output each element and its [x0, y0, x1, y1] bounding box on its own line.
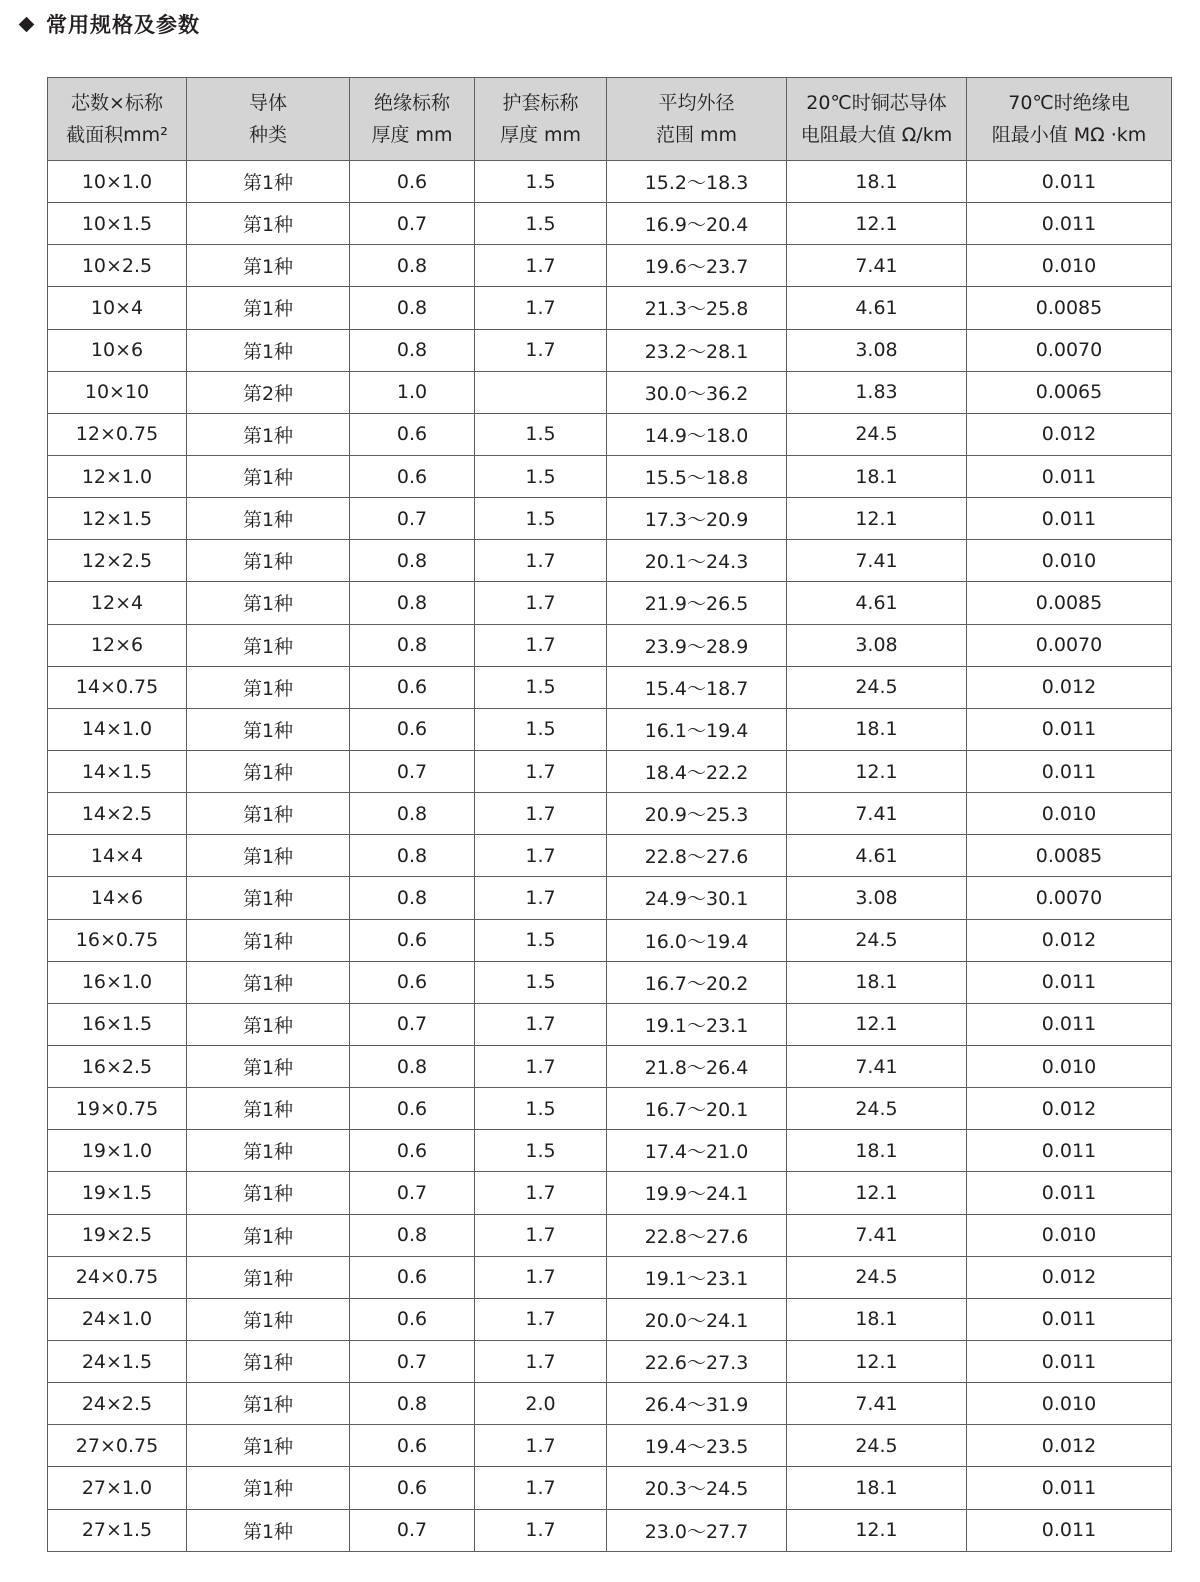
table-row: [48, 329, 1172, 371]
cell-outer-diameter: 20.9～25.3: [607, 793, 787, 835]
table-row: [48, 1003, 1172, 1045]
cell-insulation-thickness: 0.8: [350, 1383, 475, 1425]
header-line: 阻最小值 MΩ ·km: [991, 124, 1147, 146]
cell-outer-diameter: 21.3～25.8: [607, 287, 787, 329]
cell-outer-diameter: 19.9～24.1: [607, 1172, 787, 1214]
section-title-text: 常用规格及参数: [46, 13, 200, 37]
cell-conductor-resistance: 24.5: [787, 666, 967, 708]
cell-outer-diameter: 19.1～23.1: [607, 1256, 787, 1298]
header-line: 种类: [248, 124, 287, 146]
spec-table: [47, 77, 1172, 1552]
cell-insulation-thickness: 0.7: [350, 498, 475, 540]
cell-core-section: 16×1.0: [48, 961, 187, 1003]
cell-outer-diameter: 23.9～28.9: [607, 624, 787, 666]
cell-outer-diameter: 24.9～30.1: [607, 877, 787, 919]
cell-sheath-thickness: 1.7: [475, 329, 607, 371]
cell-conductor-type: 第1种: [187, 455, 350, 497]
cell-core-section: 10×2.5: [48, 245, 187, 287]
cell-conductor-resistance: 1.83: [787, 371, 967, 413]
cell-sheath-thickness: 1.5: [475, 666, 607, 708]
cell-outer-diameter: 15.5～18.8: [607, 455, 787, 497]
cell-outer-diameter: 21.9～26.5: [607, 582, 787, 624]
table-row: [48, 1467, 1172, 1509]
cell-sheath-thickness: 1.7: [475, 1045, 607, 1087]
cell-insulation-thickness: 0.7: [350, 750, 475, 792]
cell-insulation-thickness: 0.7: [350, 1172, 475, 1214]
cell-insulation-thickness: 0.7: [350, 203, 475, 245]
cell-outer-diameter: 23.2～28.1: [607, 329, 787, 371]
cell-conductor-resistance: 24.5: [787, 1425, 967, 1467]
cell-sheath-thickness: 1.7: [475, 1003, 607, 1045]
cell-conductor-resistance: 12.1: [787, 1340, 967, 1382]
cell-sheath-thickness: 1.7: [475, 877, 607, 919]
cell-insulation-thickness: 0.8: [350, 1214, 475, 1256]
cell-core-section: 12×2.5: [48, 540, 187, 582]
cell-sheath-thickness: 1.5: [475, 498, 607, 540]
table-row: [48, 1130, 1172, 1172]
cell-conductor-resistance: 3.08: [787, 877, 967, 919]
cell-conductor-resistance: 12.1: [787, 203, 967, 245]
cell-insulation-thickness: 0.6: [350, 1088, 475, 1130]
cell-conductor-type: 第1种: [187, 1467, 350, 1509]
cell-core-section: 24×1.5: [48, 1340, 187, 1382]
cell-conductor-type: 第1种: [187, 1003, 350, 1045]
cell-sheath-thickness: 1.7: [475, 582, 607, 624]
cell-insulation-resistance: 0.0070: [967, 877, 1172, 919]
cell-conductor-resistance: 12.1: [787, 1172, 967, 1214]
cell-conductor-resistance: 4.61: [787, 287, 967, 329]
cell-conductor-type: 第1种: [187, 329, 350, 371]
cell-conductor-type: 第1种: [187, 540, 350, 582]
cell-sheath-thickness: [475, 371, 607, 413]
cell-conductor-resistance: 7.41: [787, 540, 967, 582]
header-line: 厚度 mm: [371, 124, 453, 146]
cell-conductor-resistance: 12.1: [787, 1509, 967, 1551]
cell-outer-diameter: 22.8～27.6: [607, 1214, 787, 1256]
cell-conductor-type: 第1种: [187, 961, 350, 1003]
table-row: [48, 540, 1172, 582]
cell-insulation-thickness: 1.0: [350, 371, 475, 413]
table-row: [48, 1256, 1172, 1298]
table-row: [48, 371, 1172, 413]
cell-conductor-type: 第1种: [187, 1130, 350, 1172]
cell-insulation-thickness: 0.8: [350, 793, 475, 835]
cell-sheath-thickness: 1.5: [475, 961, 607, 1003]
cell-conductor-resistance: 12.1: [787, 498, 967, 540]
cell-insulation-resistance: 0.010: [967, 1045, 1172, 1087]
header-line: 70℃时绝缘电: [1008, 92, 1130, 114]
table-row: [48, 624, 1172, 666]
cell-outer-diameter: 20.3～24.5: [607, 1467, 787, 1509]
cell-conductor-resistance: 7.41: [787, 1214, 967, 1256]
cell-core-section: 12×0.75: [48, 413, 187, 455]
table-header: [48, 78, 1172, 161]
cell-conductor-resistance: 4.61: [787, 835, 967, 877]
cell-conductor-type: 第1种: [187, 835, 350, 877]
cell-outer-diameter: 22.8～27.6: [607, 835, 787, 877]
cell-conductor-resistance: 18.1: [787, 1298, 967, 1340]
cell-core-section: 27×1.5: [48, 1509, 187, 1551]
cell-conductor-type: 第1种: [187, 245, 350, 287]
cell-core-section: 12×6: [48, 624, 187, 666]
header-insulation-thickness: [350, 78, 475, 161]
header-outer-diameter: [607, 78, 787, 161]
cell-core-section: 19×1.0: [48, 1130, 187, 1172]
cell-insulation-thickness: 0.6: [350, 666, 475, 708]
cell-outer-diameter: 19.4～23.5: [607, 1425, 787, 1467]
cell-core-section: 14×6: [48, 877, 187, 919]
cell-insulation-thickness: 0.6: [350, 455, 475, 497]
cell-sheath-thickness: 1.7: [475, 1172, 607, 1214]
header-line: 平均外径: [658, 92, 735, 114]
cell-conductor-type: 第1种: [187, 624, 350, 666]
cell-insulation-resistance: 0.012: [967, 1088, 1172, 1130]
cell-outer-diameter: 18.4～22.2: [607, 750, 787, 792]
cell-outer-diameter: 16.9～20.4: [607, 203, 787, 245]
cell-insulation-resistance: 0.0085: [967, 835, 1172, 877]
cell-insulation-resistance: 0.012: [967, 1256, 1172, 1298]
cell-conductor-resistance: 18.1: [787, 961, 967, 1003]
cell-outer-diameter: 19.6～23.7: [607, 245, 787, 287]
table-row: [48, 455, 1172, 497]
cell-insulation-resistance: 0.011: [967, 498, 1172, 540]
cell-conductor-resistance: 24.5: [787, 413, 967, 455]
cell-insulation-resistance: 0.0085: [967, 287, 1172, 329]
table-row: [48, 1425, 1172, 1467]
table-row: [48, 245, 1172, 287]
header-line: 护套标称: [502, 92, 579, 114]
cell-conductor-resistance: 7.41: [787, 1045, 967, 1087]
cell-core-section: 19×2.5: [48, 1214, 187, 1256]
header-line: 导体: [248, 92, 287, 114]
cell-sheath-thickness: 1.7: [475, 1298, 607, 1340]
cell-core-section: 27×0.75: [48, 1425, 187, 1467]
cell-conductor-type: 第1种: [187, 1214, 350, 1256]
cell-core-section: 27×1.0: [48, 1467, 187, 1509]
table-body: [48, 161, 1172, 1552]
cell-insulation-thickness: 0.8: [350, 624, 475, 666]
cell-insulation-thickness: 0.6: [350, 161, 475, 203]
cell-conductor-type: 第1种: [187, 919, 350, 961]
section-title: [18, 8, 200, 40]
cell-outer-diameter: 17.3～20.9: [607, 498, 787, 540]
cell-conductor-type: 第1种: [187, 1256, 350, 1298]
cell-outer-diameter: 20.0～24.1: [607, 1298, 787, 1340]
cell-outer-diameter: 21.8～26.4: [607, 1045, 787, 1087]
cell-insulation-resistance: 0.010: [967, 1383, 1172, 1425]
cell-conductor-type: 第1种: [187, 203, 350, 245]
cell-conductor-type: 第1种: [187, 1088, 350, 1130]
cell-insulation-resistance: 0.0065: [967, 371, 1172, 413]
cell-sheath-thickness: 1.5: [475, 203, 607, 245]
cell-conductor-type: 第1种: [187, 1340, 350, 1382]
cell-core-section: 24×2.5: [48, 1383, 187, 1425]
cell-conductor-resistance: 7.41: [787, 793, 967, 835]
cell-conductor-resistance: 24.5: [787, 919, 967, 961]
diamond-bullet-icon: [19, 16, 35, 32]
cell-conductor-resistance: 18.1: [787, 708, 967, 750]
cell-sheath-thickness: 1.5: [475, 161, 607, 203]
cell-insulation-thickness: 0.6: [350, 961, 475, 1003]
cell-insulation-resistance: 0.011: [967, 1298, 1172, 1340]
cell-insulation-resistance: 0.011: [967, 961, 1172, 1003]
table-row: [48, 413, 1172, 455]
cell-insulation-resistance: 0.011: [967, 1467, 1172, 1509]
cell-sheath-thickness: 1.7: [475, 1340, 607, 1382]
table-row: [48, 835, 1172, 877]
cell-insulation-thickness: 0.6: [350, 1425, 475, 1467]
cell-sheath-thickness: 1.7: [475, 540, 607, 582]
cell-conductor-type: 第1种: [187, 1298, 350, 1340]
table-row: [48, 498, 1172, 540]
header-line: 范围 mm: [655, 124, 738, 146]
table-row: [48, 1298, 1172, 1340]
cell-insulation-resistance: 0.0085: [967, 582, 1172, 624]
cell-conductor-type: 第1种: [187, 1172, 350, 1214]
cell-sheath-thickness: 1.7: [475, 1256, 607, 1298]
cell-conductor-type: 第1种: [187, 161, 350, 203]
cell-conductor-resistance: 24.5: [787, 1256, 967, 1298]
table-row: [48, 919, 1172, 961]
cell-insulation-thickness: 0.6: [350, 1130, 475, 1172]
table-row: [48, 750, 1172, 792]
cell-sheath-thickness: 1.7: [475, 835, 607, 877]
cell-sheath-thickness: 1.7: [475, 750, 607, 792]
cell-conductor-resistance: 3.08: [787, 329, 967, 371]
cell-sheath-thickness: 1.7: [475, 624, 607, 666]
cell-sheath-thickness: 1.7: [475, 1509, 607, 1551]
cell-insulation-resistance: 0.011: [967, 750, 1172, 792]
cell-insulation-resistance: 0.011: [967, 161, 1172, 203]
cell-sheath-thickness: 1.5: [475, 708, 607, 750]
cell-sheath-thickness: 1.7: [475, 1467, 607, 1509]
header-line: 绝缘标称: [373, 92, 450, 114]
header-line: 20℃时铜芯导体: [806, 92, 947, 114]
cell-outer-diameter: 16.0～19.4: [607, 919, 787, 961]
cell-insulation-thickness: 0.6: [350, 708, 475, 750]
cell-conductor-type: 第1种: [187, 1045, 350, 1087]
cell-insulation-thickness: 0.6: [350, 1467, 475, 1509]
cell-sheath-thickness: 1.5: [475, 1088, 607, 1130]
header-sheath-thickness: [475, 78, 607, 161]
cell-outer-diameter: 23.0～27.7: [607, 1509, 787, 1551]
cell-insulation-resistance: 0.011: [967, 1340, 1172, 1382]
table-row: [48, 287, 1172, 329]
cell-insulation-thickness: 0.8: [350, 540, 475, 582]
table-row: [48, 877, 1172, 919]
table-row: [48, 793, 1172, 835]
cell-insulation-thickness: 0.8: [350, 245, 475, 287]
cell-conductor-resistance: 7.41: [787, 245, 967, 287]
cell-insulation-thickness: 0.6: [350, 1256, 475, 1298]
cell-conductor-type: 第1种: [187, 793, 350, 835]
cell-sheath-thickness: 1.7: [475, 793, 607, 835]
cell-outer-diameter: 14.9～18.0: [607, 413, 787, 455]
cell-conductor-resistance: 18.1: [787, 455, 967, 497]
cell-conductor-type: 第1种: [187, 498, 350, 540]
cell-core-section: 12×1.0: [48, 455, 187, 497]
cell-insulation-thickness: 0.7: [350, 1340, 475, 1382]
table-row: [48, 708, 1172, 750]
cell-outer-diameter: 15.4～18.7: [607, 666, 787, 708]
table-row: [48, 1172, 1172, 1214]
cell-insulation-resistance: 0.010: [967, 540, 1172, 582]
header-line: 芯数×标称: [71, 92, 163, 114]
header-core-section: [48, 78, 187, 161]
table-row: [48, 582, 1172, 624]
cell-sheath-thickness: 1.5: [475, 1130, 607, 1172]
table-row: [48, 1045, 1172, 1087]
cell-conductor-type: 第1种: [187, 1383, 350, 1425]
cell-conductor-resistance: 12.1: [787, 1003, 967, 1045]
cell-insulation-resistance: 0.012: [967, 666, 1172, 708]
cell-insulation-resistance: 0.0070: [967, 624, 1172, 666]
cell-insulation-thickness: 0.8: [350, 877, 475, 919]
cell-conductor-resistance: 7.41: [787, 1383, 967, 1425]
cell-conductor-type: 第2种: [187, 371, 350, 413]
cell-core-section: 24×0.75: [48, 1256, 187, 1298]
table-row: [48, 1214, 1172, 1256]
header-conductor-type: [187, 78, 350, 161]
cell-sheath-thickness: 1.7: [475, 1425, 607, 1467]
cell-insulation-resistance: 0.011: [967, 708, 1172, 750]
cell-outer-diameter: 16.7～20.2: [607, 961, 787, 1003]
cell-outer-diameter: 22.6～27.3: [607, 1340, 787, 1382]
cell-insulation-resistance: 0.011: [967, 1130, 1172, 1172]
cell-core-section: 16×2.5: [48, 1045, 187, 1087]
cell-conductor-type: 第1种: [187, 413, 350, 455]
cell-insulation-thickness: 0.6: [350, 1298, 475, 1340]
cell-insulation-thickness: 0.8: [350, 287, 475, 329]
cell-core-section: 16×1.5: [48, 1003, 187, 1045]
cell-core-section: 10×6: [48, 329, 187, 371]
cell-core-section: 10×4: [48, 287, 187, 329]
cell-core-section: 19×1.5: [48, 1172, 187, 1214]
header-row: [48, 78, 1172, 161]
header-line: 截面积mm²: [66, 124, 168, 146]
cell-insulation-thickness: 0.7: [350, 1509, 475, 1551]
cell-conductor-resistance: 24.5: [787, 1088, 967, 1130]
table-row: [48, 1509, 1172, 1551]
cell-sheath-thickness: 2.0: [475, 1383, 607, 1425]
cell-core-section: 16×0.75: [48, 919, 187, 961]
cell-insulation-thickness: 0.8: [350, 329, 475, 371]
cell-core-section: 10×1.5: [48, 203, 187, 245]
cell-conductor-resistance: 3.08: [787, 624, 967, 666]
cell-conductor-type: 第1种: [187, 582, 350, 624]
table-row: [48, 203, 1172, 245]
cell-sheath-thickness: 1.7: [475, 287, 607, 329]
cell-core-section: 14×1.5: [48, 750, 187, 792]
cell-core-section: 12×4: [48, 582, 187, 624]
header-line: 厚度 mm: [499, 124, 582, 146]
table-row: [48, 1340, 1172, 1382]
cell-outer-diameter: 20.1～24.3: [607, 540, 787, 582]
cell-outer-diameter: 30.0～36.2: [607, 371, 787, 413]
cell-insulation-resistance: 0.010: [967, 245, 1172, 287]
cell-insulation-resistance: 0.0070: [967, 329, 1172, 371]
cell-insulation-thickness: 0.8: [350, 835, 475, 877]
table-row: [48, 666, 1172, 708]
cell-insulation-resistance: 0.012: [967, 413, 1172, 455]
cell-core-section: 14×4: [48, 835, 187, 877]
cell-insulation-resistance: 0.011: [967, 1003, 1172, 1045]
cell-outer-diameter: 26.4～31.9: [607, 1383, 787, 1425]
cell-insulation-thickness: 0.8: [350, 582, 475, 624]
cell-sheath-thickness: 1.7: [475, 245, 607, 287]
table-row: [48, 961, 1172, 1003]
cell-insulation-resistance: 0.011: [967, 455, 1172, 497]
cell-sheath-thickness: 1.5: [475, 919, 607, 961]
cell-conductor-resistance: 18.1: [787, 161, 967, 203]
cell-insulation-resistance: 0.010: [967, 1214, 1172, 1256]
table-row: [48, 1088, 1172, 1130]
cell-core-section: 14×0.75: [48, 666, 187, 708]
cell-core-section: 19×0.75: [48, 1088, 187, 1130]
cell-insulation-resistance: 0.012: [967, 919, 1172, 961]
cell-insulation-resistance: 0.011: [967, 1172, 1172, 1214]
cell-conductor-type: 第1种: [187, 750, 350, 792]
cell-insulation-resistance: 0.011: [967, 1509, 1172, 1551]
cell-insulation-resistance: 0.012: [967, 1425, 1172, 1467]
cell-outer-diameter: 15.2～18.3: [607, 161, 787, 203]
cell-sheath-thickness: 1.5: [475, 413, 607, 455]
cell-insulation-resistance: 0.010: [967, 793, 1172, 835]
cell-sheath-thickness: 1.7: [475, 1214, 607, 1256]
header-line: 电阻最大值 Ω/km: [800, 124, 953, 146]
cell-conductor-resistance: 18.1: [787, 1130, 967, 1172]
cell-conductor-type: 第1种: [187, 666, 350, 708]
cell-insulation-thickness: 0.7: [350, 1003, 475, 1045]
cell-conductor-resistance: 18.1: [787, 1467, 967, 1509]
cell-core-section: 10×1.0: [48, 161, 187, 203]
cell-conductor-type: 第1种: [187, 877, 350, 919]
cell-conductor-type: 第1种: [187, 287, 350, 329]
cell-outer-diameter: 17.4～21.0: [607, 1130, 787, 1172]
cell-conductor-resistance: 4.61: [787, 582, 967, 624]
cell-core-section: 12×1.5: [48, 498, 187, 540]
cell-conductor-resistance: 12.1: [787, 750, 967, 792]
cell-outer-diameter: 19.1～23.1: [607, 1003, 787, 1045]
header-insulation-resistance: [967, 78, 1172, 161]
header-conductor-resistance: [787, 78, 967, 161]
cell-sheath-thickness: 1.5: [475, 455, 607, 497]
cell-core-section: 14×2.5: [48, 793, 187, 835]
cell-outer-diameter: 16.7～20.1: [607, 1088, 787, 1130]
cell-insulation-thickness: 0.8: [350, 1045, 475, 1087]
cell-insulation-thickness: 0.6: [350, 919, 475, 961]
cell-conductor-type: 第1种: [187, 1509, 350, 1551]
cell-insulation-thickness: 0.6: [350, 413, 475, 455]
cell-core-section: 10×10: [48, 371, 187, 413]
table-row: [48, 1383, 1172, 1425]
table-row: [48, 161, 1172, 203]
cell-insulation-resistance: 0.011: [967, 203, 1172, 245]
cell-outer-diameter: 16.1～19.4: [607, 708, 787, 750]
cell-core-section: 14×1.0: [48, 708, 187, 750]
cell-core-section: 24×1.0: [48, 1298, 187, 1340]
cell-conductor-type: 第1种: [187, 1425, 350, 1467]
cell-conductor-type: 第1种: [187, 708, 350, 750]
